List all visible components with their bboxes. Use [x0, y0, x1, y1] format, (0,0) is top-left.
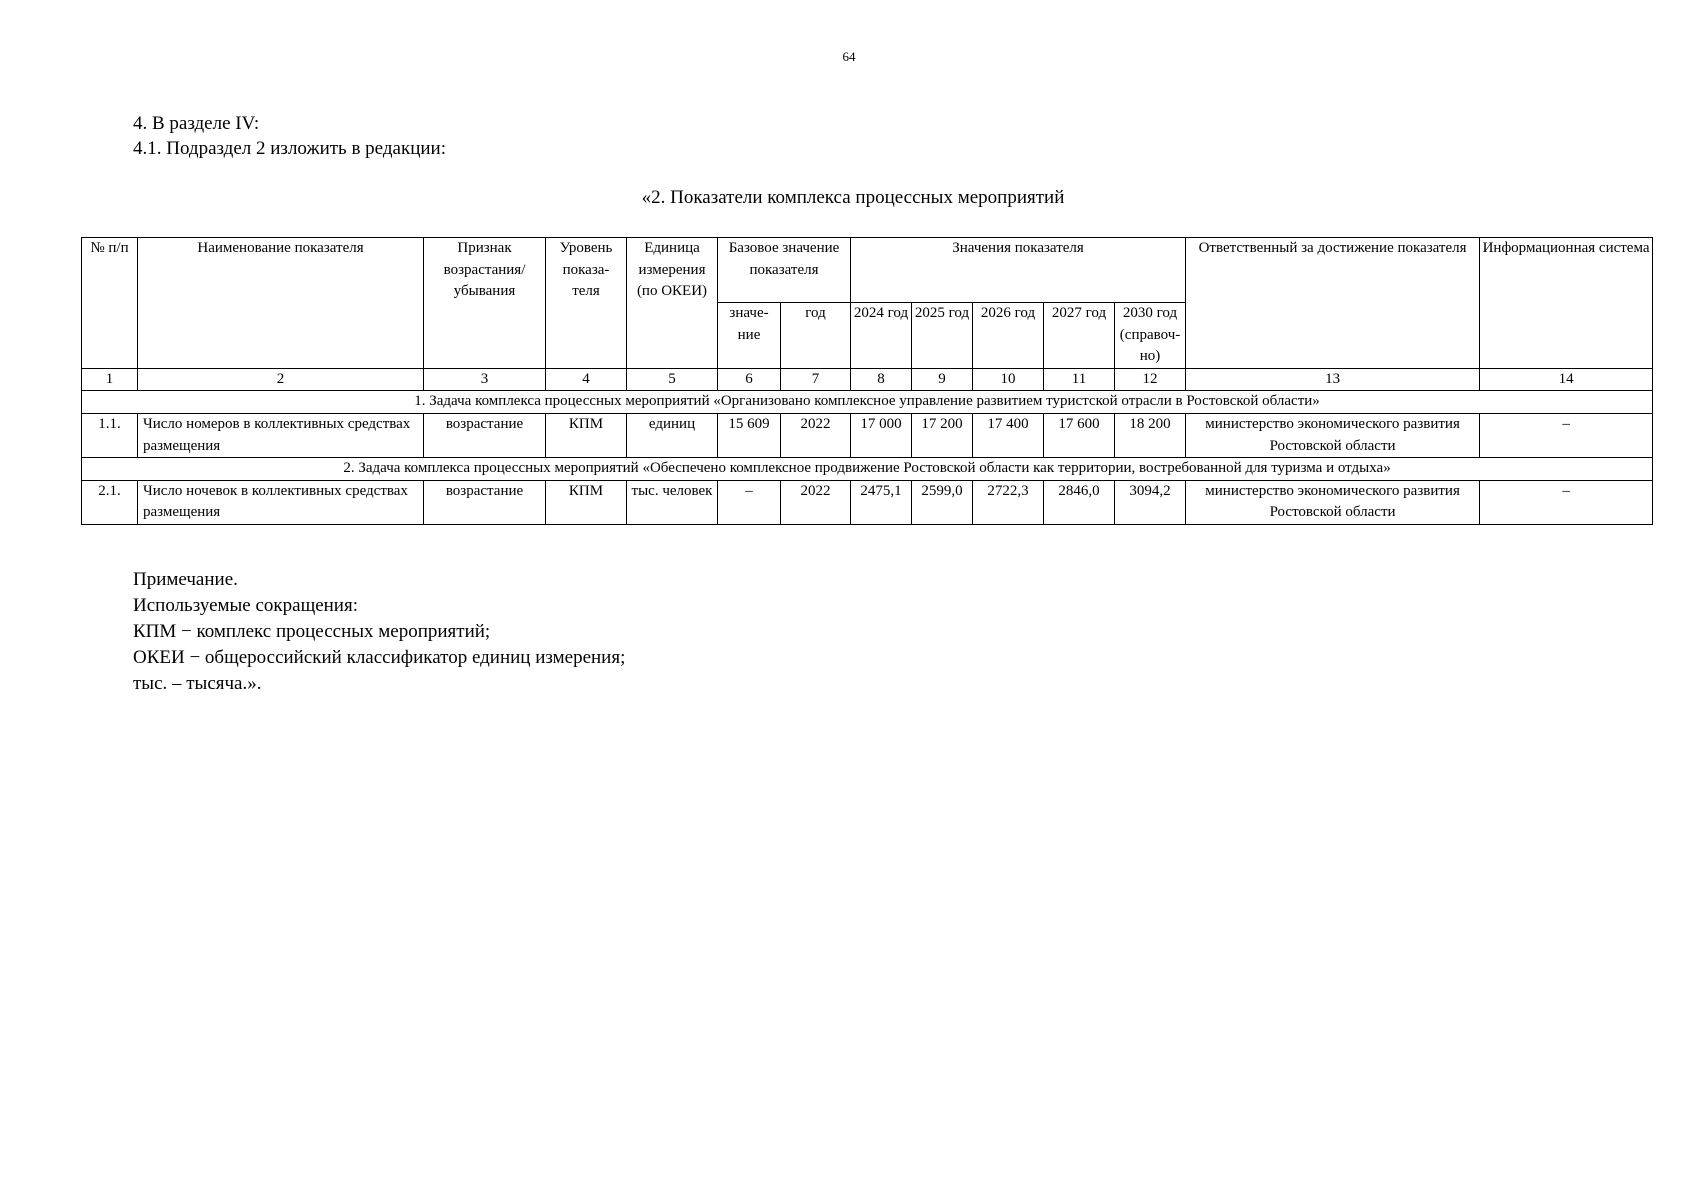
column-number: 6 [718, 368, 781, 391]
column-number: 12 [1115, 368, 1186, 391]
info-system: – [1480, 413, 1653, 457]
header-unit: Единица измерения (по ОКЕИ) [627, 238, 718, 369]
value-2027: 17 600 [1044, 413, 1115, 457]
abbreviation-okei: ОКЕИ − общероссийский классификатор единиц измерения; [133, 647, 626, 668]
header-base: Базовое значение показателя [718, 238, 851, 303]
header-values: Значения показателя [851, 238, 1186, 303]
indicator-unit: тыс. человек [627, 480, 718, 524]
page-number: 64 [842, 49, 856, 64]
column-number: 14 [1480, 368, 1653, 391]
column-number: 5 [627, 368, 718, 391]
value-2027: 2846,0 [1044, 480, 1115, 524]
base-value: – [718, 480, 781, 524]
base-year: 2022 [781, 413, 851, 457]
value-2026: 17 400 [973, 413, 1044, 457]
base-year: 2022 [781, 480, 851, 524]
indicator-name: Число номеров в коллективных средствах размещения [138, 413, 424, 457]
header-year-2027: 2027 год [1044, 303, 1115, 369]
header-base-value: значе- ние [718, 303, 781, 369]
value-2025: 17 200 [912, 413, 973, 457]
column-number: 11 [1044, 368, 1115, 391]
header-sign: Признак возрастания/ убывания [424, 238, 546, 369]
indicators-table [81, 237, 1653, 525]
column-number: 13 [1186, 368, 1480, 391]
table-row [82, 413, 1653, 457]
value-2024: 17 000 [851, 413, 912, 457]
responsible: министерство экономического развития Ростовской области [1186, 480, 1480, 524]
subsection-instruction: 4.1. Подраздел 2 изложить в редакции: [133, 138, 446, 159]
indicator-level: КПМ [546, 413, 627, 457]
column-number-row [82, 368, 1653, 391]
column-number: 10 [973, 368, 1044, 391]
indicator-level: КПМ [546, 480, 627, 524]
task-row [82, 458, 1653, 481]
row-num: 1.1. [82, 413, 138, 457]
base-value: 15 609 [718, 413, 781, 457]
task-1-title: 1. Задача комплекса процессных мероприятий «Организовано комплексное управление развитием туристской отрасли в Ростовской области» [82, 391, 1653, 414]
value-2026: 2722,3 [973, 480, 1044, 524]
value-2030: 18 200 [1115, 413, 1186, 457]
column-number: 9 [912, 368, 973, 391]
header-year-2030: 2030 год (справоч- но) [1115, 303, 1186, 369]
column-number: 2 [138, 368, 424, 391]
column-number: 3 [424, 368, 546, 391]
column-number: 4 [546, 368, 627, 391]
header-num: № п/п [82, 238, 138, 369]
abbreviation-kpm: КПМ − комплекс процессных мероприятий; [133, 621, 491, 642]
header-year-2026: 2026 год [973, 303, 1044, 369]
row-num: 2.1. [82, 480, 138, 524]
column-number: 1 [82, 368, 138, 391]
note-title: Примечание. [133, 569, 238, 590]
indicator-sign: возрастание [424, 480, 546, 524]
header-base-year: год [781, 303, 851, 369]
value-2024: 2475,1 [851, 480, 912, 524]
indicator-unit: единиц [627, 413, 718, 457]
header-responsible: Ответственный за достижение показателя [1186, 238, 1480, 369]
header-info-system: Информационная система [1480, 238, 1653, 369]
intro-block [133, 111, 446, 161]
section-reference: 4. В разделе IV: [133, 113, 260, 134]
column-number: 8 [851, 368, 912, 391]
notes-block [133, 567, 625, 697]
value-2025: 2599,0 [912, 480, 973, 524]
task-row [82, 391, 1653, 414]
responsible: министерство экономического развития Ростовской области [1186, 413, 1480, 457]
abbreviations-title: Используемые сокращения: [133, 595, 358, 616]
info-system: – [1480, 480, 1653, 524]
indicator-sign: возрастание [424, 413, 546, 457]
task-2-title: 2. Задача комплекса процессных мероприятий «Обеспечено комплексное продвижение Ростовской области как территории, востребованной для туризма и отдыха» [82, 458, 1653, 481]
header-year-2024: 2024 год [851, 303, 912, 369]
column-number: 7 [781, 368, 851, 391]
value-2030: 3094,2 [1115, 480, 1186, 524]
header-year-2025: 2025 год [912, 303, 973, 369]
table-row [82, 480, 1653, 524]
header-level: Уровень показа- теля [546, 238, 627, 369]
table-title: «2. Показатели комплекса процессных мероприятий [641, 187, 1065, 208]
header-name: Наименование показателя [138, 238, 424, 369]
indicator-name: Число ночевок в коллективных средствах размещения [138, 480, 424, 524]
abbreviation-tys: тыс. – тысяча.». [133, 673, 262, 694]
